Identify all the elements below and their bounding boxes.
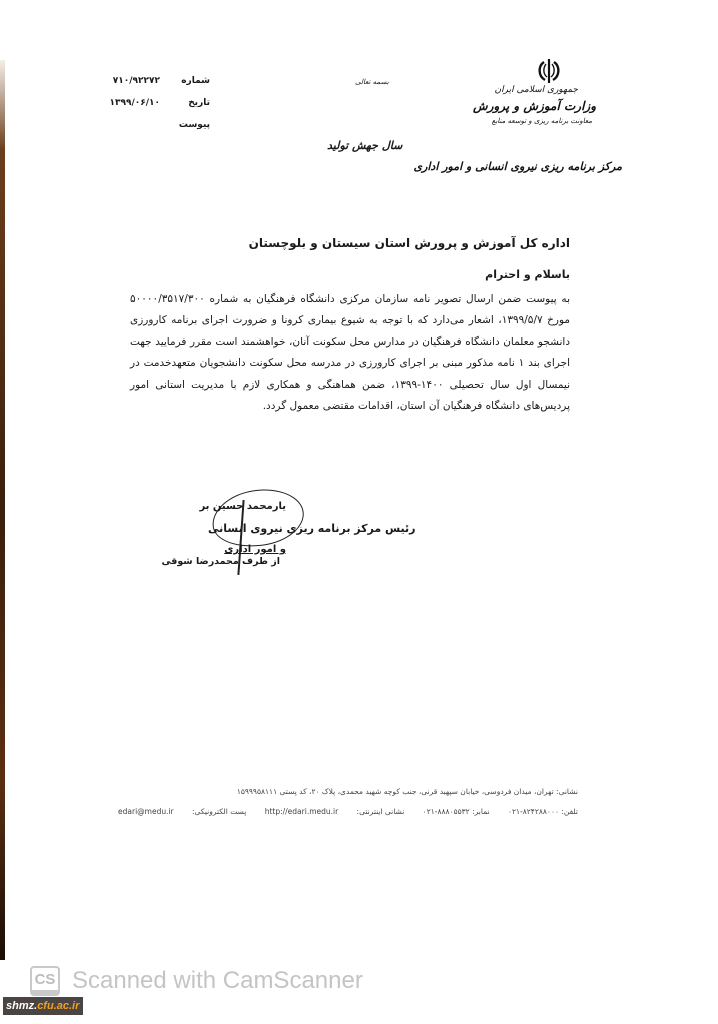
bismillah: بسمه تعالی [355, 78, 389, 86]
footer-address-row [118, 782, 578, 802]
year-motto: سال جهش تولید [327, 139, 403, 152]
on-behalf-of: از طرف محمدرضا شوقی [161, 556, 280, 567]
footer-contact-row [118, 802, 578, 822]
greeting: باسلام و احترام [485, 268, 570, 281]
signer-title: رئیس مرکز برنامه ریزی نیروی انسانی [208, 522, 416, 535]
meta-attachment-row [100, 114, 210, 136]
date-value: ۱۳۹۹/۰۶/۱۰ [109, 98, 160, 108]
meta-date-row [100, 92, 210, 114]
footer-email-label: پست الکترونیکی: [192, 807, 247, 816]
camscanner-logo-icon: CS [30, 966, 60, 996]
attachment-label: پیوست [178, 120, 210, 130]
camscanner-text: Scanned with CamScanner [72, 967, 363, 994]
number-label: شماره [181, 76, 210, 86]
footer-website-label: نشانی اینترنتی: [356, 807, 405, 816]
footer-address: نشانی: تهران، میدان فردوسی، خیابان سپهبد قرنی، جنب کوچه شهید محمدی، پلاک ۲۰، کد پستی ۱۵۹۹۹۵۸۱۱۱ [236, 787, 578, 796]
footer-website[interactable]: http://edari.medu.ir [264, 807, 339, 816]
site-badge-part2: cfu.ac.ir [37, 1000, 80, 1012]
number-value: ۷۱۰/۹۲۲۷۲ [112, 76, 160, 86]
signature-scribble [209, 484, 308, 552]
camscanner-watermark [30, 966, 363, 996]
footer-fax: نمابر: ۸۸۸۰۵۵۳۲-۰۲۱ [422, 807, 490, 816]
republic-title: جمهوری اسلامی ایران [494, 85, 578, 95]
deputy-title: معاونت برنامه ریزی و توسعه منابع [491, 117, 592, 125]
ministry-title: وزارت آموزش و پرورش [473, 99, 596, 113]
site-badge-part1: shmz. [6, 1000, 38, 1012]
center-title: مرکز برنامه ریزی نیروی انسانی و امور اداری [413, 160, 622, 173]
site-badge[interactable] [3, 997, 83, 1015]
signer-name: یارمحمد حسین بر [199, 501, 286, 512]
date-label: تاریخ [188, 98, 210, 108]
footer-contact [118, 782, 578, 822]
meta-number-row [100, 70, 210, 92]
footer-phone: تلفن: ۸۲۴۲۸۸۰۰۰-۰۲۱ [507, 807, 578, 816]
letter-body: به پیوست ضمن ارسال تصویر نامه سازمان مرکزی دانشگاه فرهنگیان به شماره ۵۰۰۰۰/۳۵۱۷/۳۰۰ مورخ ۱۳۹۹/۵/۷، اشعار می‌دارد که با توجه به شیوع بیماری کرونا و ضرورت اجرای برنامه کارورزی دانشجو معلمان دانشگاه فرهنگیان در مدارس محل سکونت آنان، خواهشمند است مقرر فرمایید جهت اجرای بند ۱ نامه مذکور مبنی بر اجرای کارورزی در مدرسه محل سکونت دانشجویان متعهدخدمت در نیمسال اول سال تحصیلی ۱۴۰۰-۱۳۹۹، ضمن هماهنگی و همکاری لازم با مدیریت استانی امور پردیس‌های دانشگاه فرهنگیان آن استان، اقدامات مقتضی معمول گردد. [130, 293, 571, 413]
footer-email[interactable]: edari@medu.ir [118, 807, 174, 816]
signer-title-line2: و امور اداری [224, 544, 286, 555]
recipient: اداره کل آموزش و پرورش استان سیستان و بلوچستان [248, 236, 570, 250]
letter-meta [100, 70, 210, 136]
iran-emblem-icon [534, 56, 564, 86]
